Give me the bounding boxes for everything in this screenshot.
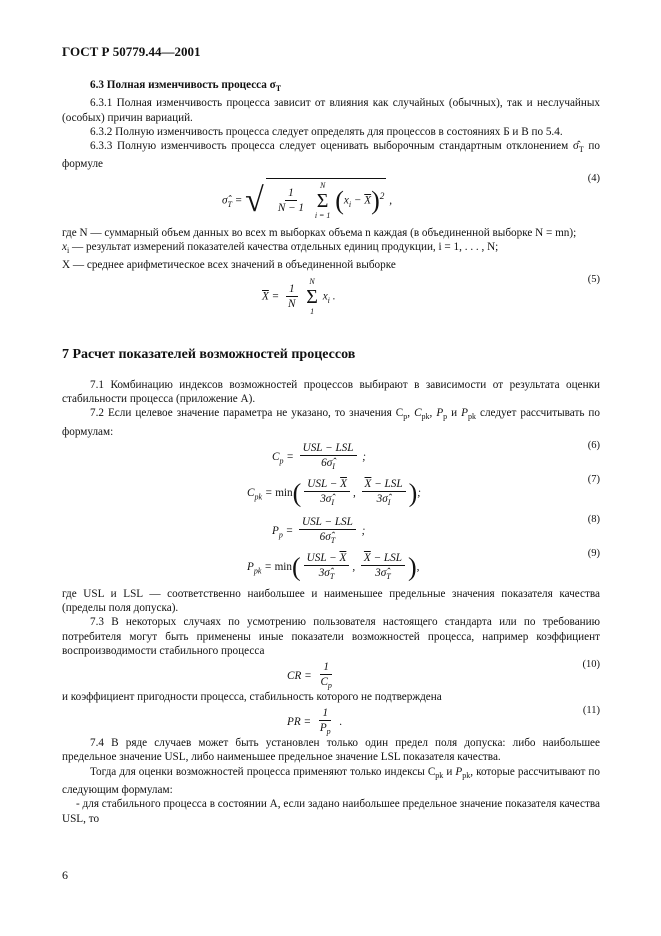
paragraph-7-1: 7.1 Комбинацию индексов возможностей процессов выбирают в зависимости от результата оценки стабильности процесса (приложение А). xyxy=(62,379,600,406)
definition-xi: $x_i$ — результат измерений показателей качества отдельных единиц продукции, i = 1, . . . , N; xyxy=(62,240,499,256)
equation-number-9: (9) xyxy=(587,548,600,560)
formula-7: $C_{pk} = \min$( $\frac{USL - \overline{X}}{3\sigmâ_I}$ , $\frac{\overline{X} - LSL}{3\sigmâ_I}$ ); (7) xyxy=(247,474,600,508)
definition-usl-lsl: где USL и LSL — соответственно наибольшее и наименьшее предельные значения показателя качества (пределы поля допуска). xyxy=(62,588,600,615)
paragraph-7-2: 7.2 Если целевое значение параметра не указано, то значения $C_p$, $C_{pk}$, $P_p$ и $P_{pk}$ следует рассчитывать по формулам: xyxy=(62,407,601,438)
equation-number-10: (10) xyxy=(582,659,600,671)
formula-4: $\sigmâ_T$ = √ $\frac{1}{N - 1}$ N Σ i = 1 $(x_i - \overline{X})^2$ , (4) xyxy=(222,172,600,220)
page-number: 6 xyxy=(62,868,68,882)
paragraph-7-4-b: Тогда для оценки возможностей процесса применяют только индексы $C_{pk}$ и $P_{pk}$, которые рассчитывают по следующим формулам: xyxy=(62,765,600,797)
content-section-7 xyxy=(62,378,600,826)
formula-8: $P_p$ = $\frac{\text{USL − LSL}}{6\sigmâ_T}$ ; (8) xyxy=(272,514,600,546)
equation-number-11: (11) xyxy=(582,705,600,717)
formula-11: PR = $\frac{1}{P_p}$ . (11) xyxy=(287,705,600,737)
paragraph-7-3: 7.3 В некоторых случаях по усмотрению пользователя настоящего стандарта или по требованию потребителя могут быть применены иные показатели возможностей процесса, например коэффициент воспроизводимости стабильного процесса xyxy=(62,616,600,657)
paragraph-7-3-b: и коэффициент пригодности процесса, стабильность которого не подтверждена xyxy=(62,691,442,704)
definitions-6-3 xyxy=(62,226,600,273)
formula-6: $C_p$ = $\frac{\text{USL − LSL}}{6\sigmâ_I}$ ; (6) xyxy=(272,440,600,472)
equation-number-4: (4) xyxy=(587,172,600,184)
section-7-title: 7 Расчет показателей возможностей процессов xyxy=(62,347,356,362)
formula-5: $\overline{X}$ = $\frac{1}{N}$ N Σ 1 $x_i$ . (5) xyxy=(262,273,600,316)
equation-number-7: (7) xyxy=(587,474,600,486)
document-header: ГОСТ Р 50779.44—2001 xyxy=(62,44,201,59)
equation-number-6: (6) xyxy=(587,440,600,452)
formula-9: $P_{pk} = \min$( $\frac{USL - \overline{X}}{3\sigmâ_T}$ , $\frac{\overline{X} - LSL}{3\sigmâ_T}$ ), (9) xyxy=(247,548,600,582)
equation-number-5: (5) xyxy=(587,273,600,285)
definition-X: X — среднее арифметическое всех значений в объединенной выборке xyxy=(62,259,396,272)
section-6-3-title: 6.3 Полная изменчивость процесса $\sigma_T$ xyxy=(90,79,282,94)
formula-10: CR = $\frac{1}{C_p}$ (10) xyxy=(287,659,600,691)
paragraph-6-3-3: 6.3.3 Полную изменчивость процесса следует оценивать выборочным стандартным отклонением $\sigmâ_T$ по формуле xyxy=(62,140,600,171)
definition-N: где N — суммарный объем данных во всех m выборках объема n каждая (в объединенной выборке N = mn); xyxy=(62,226,577,239)
paragraph-7-4-c: - для стабильного процесса в состоянии А, если задано наибольшее предельное значение показателя качества USL, то xyxy=(62,798,600,825)
paragraph-7-4: 7.4 В ряде случаев может быть установлен только один предел поля допуска: либо наибольшее предельное значение USL, либо наименьшее предельное значение LSL показателя качества. xyxy=(62,737,600,764)
paragraph-6-3-1: 6.3.1 Полная изменчивость процесса зависит от влияния как случайных (обычных), так и неслучайных (особых) причин вариаций. xyxy=(62,97,600,124)
content xyxy=(62,70,600,321)
equation-number-8: (8) xyxy=(587,514,600,526)
paragraph-6-3-2: 6.3.2 Полную изменчивость процесса следует определять для процессов в состояниях Б и В по 5.4. xyxy=(90,125,563,138)
